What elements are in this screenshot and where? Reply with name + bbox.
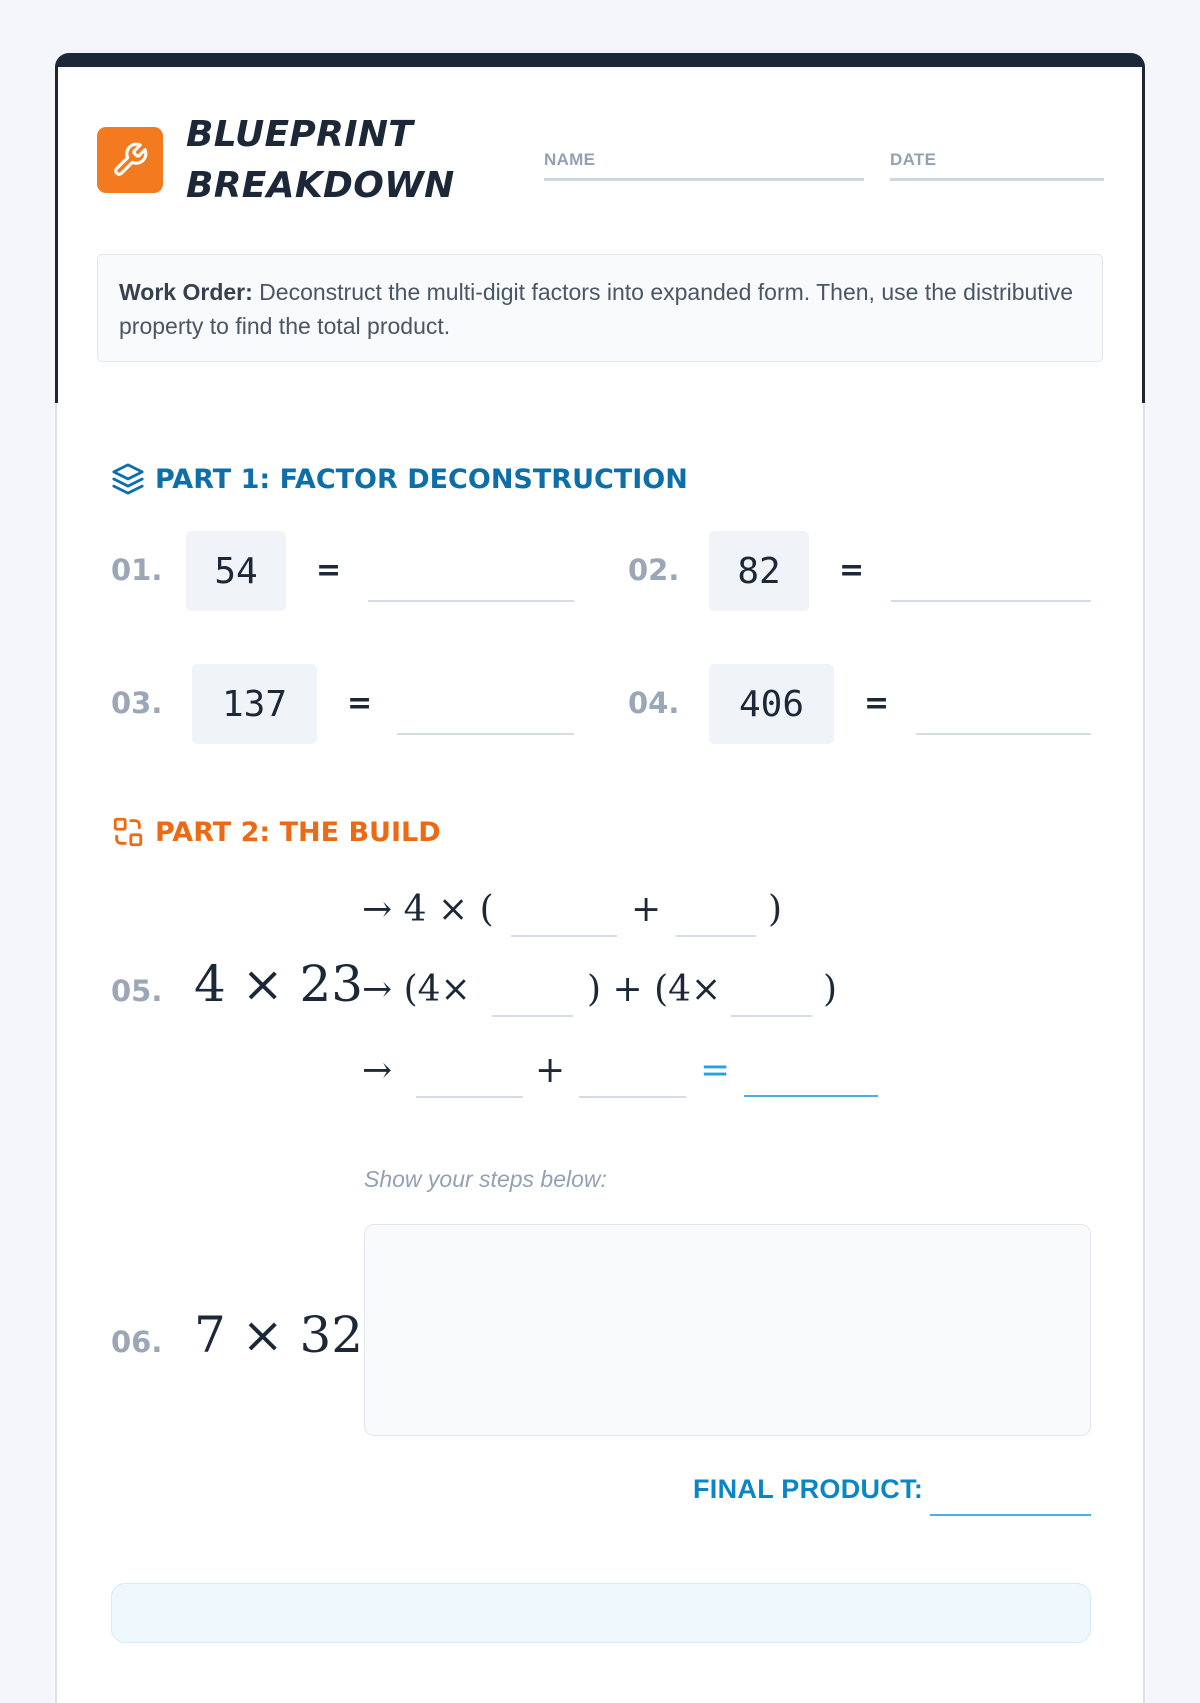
date-label: DATE (890, 150, 937, 169)
answer-blank-03[interactable] (397, 733, 574, 735)
close-paren: ) (768, 889, 783, 930)
distribute-line1-prefix: → 4 × ( (362, 889, 494, 930)
name-field[interactable] (544, 178, 864, 181)
blank-ones-part[interactable] (731, 1015, 812, 1017)
answer-blank-01[interactable] (368, 600, 574, 602)
steps-hint: Show your steps below: (364, 1166, 607, 1192)
bottom-panel (111, 1583, 1091, 1643)
factor-box: 137 (192, 664, 317, 744)
work-order-lead: Work Order: (119, 279, 253, 305)
factor-box: 406 (709, 664, 834, 744)
blank-product[interactable] (744, 1095, 878, 1097)
final-product-blank[interactable] (930, 1514, 1091, 1516)
part1-heading (111, 462, 688, 496)
plus-sign: + (631, 889, 662, 930)
factor-box: 54 (186, 531, 286, 611)
final-product-label: FINAL PRODUCT: (693, 1474, 924, 1504)
answer-blank-04[interactable] (916, 733, 1091, 735)
problem-number: 01. (111, 553, 163, 587)
close-paren: ) (823, 969, 838, 1010)
problem-expression: 7 × 32 (194, 1306, 364, 1364)
blank-tens[interactable] (511, 935, 617, 937)
blocks-swap-icon (111, 815, 145, 849)
part2-title: PART 2: THE BUILD (155, 816, 441, 848)
wrench-logo (97, 127, 163, 193)
problem-number: 05. (111, 974, 163, 1008)
name-label: NAME (544, 150, 596, 169)
distribute-line2-mid: ) + (4× (587, 969, 722, 1010)
equals-sign: = (700, 1050, 731, 1091)
blank-ones[interactable] (676, 935, 756, 937)
problem-number: 06. (111, 1325, 163, 1359)
problem-number: 02. (628, 553, 680, 587)
part1-title: PART 1: FACTOR DECONSTRUCTION (155, 463, 688, 495)
page-title-line1: BLUEPRINT (186, 114, 414, 155)
wrench-icon (111, 141, 149, 179)
plus-sign: + (535, 1050, 566, 1091)
blank-partial-product-1[interactable] (416, 1096, 523, 1098)
layers-icon (111, 462, 145, 496)
blank-partial-product-2[interactable] (579, 1096, 686, 1098)
problem-expression: 4 × 23 (194, 955, 364, 1013)
work-order-instructions (97, 254, 1103, 362)
arrow: → (362, 1050, 393, 1091)
steps-work-area[interactable] (364, 1224, 1091, 1436)
problem-number: 03. (111, 686, 163, 720)
problem-number: 04. (628, 686, 680, 720)
date-field[interactable] (890, 178, 1104, 181)
answer-blank-02[interactable] (891, 600, 1091, 602)
blank-tens-part[interactable] (492, 1015, 573, 1017)
page-title-line2: BREAKDOWN (186, 165, 455, 206)
distribute-line2-prefix: → (4× (362, 969, 471, 1010)
equals-sign: = (316, 553, 342, 588)
equals-sign: = (347, 686, 373, 721)
factor-box: 82 (709, 531, 809, 611)
equals-sign: = (864, 686, 890, 721)
equals-sign: = (839, 553, 865, 588)
part2-heading (111, 815, 441, 849)
work-order-text: Deconstruct the multi-digit factors into expanded form. Then, use the distributive property to find the total product. (119, 279, 1074, 339)
